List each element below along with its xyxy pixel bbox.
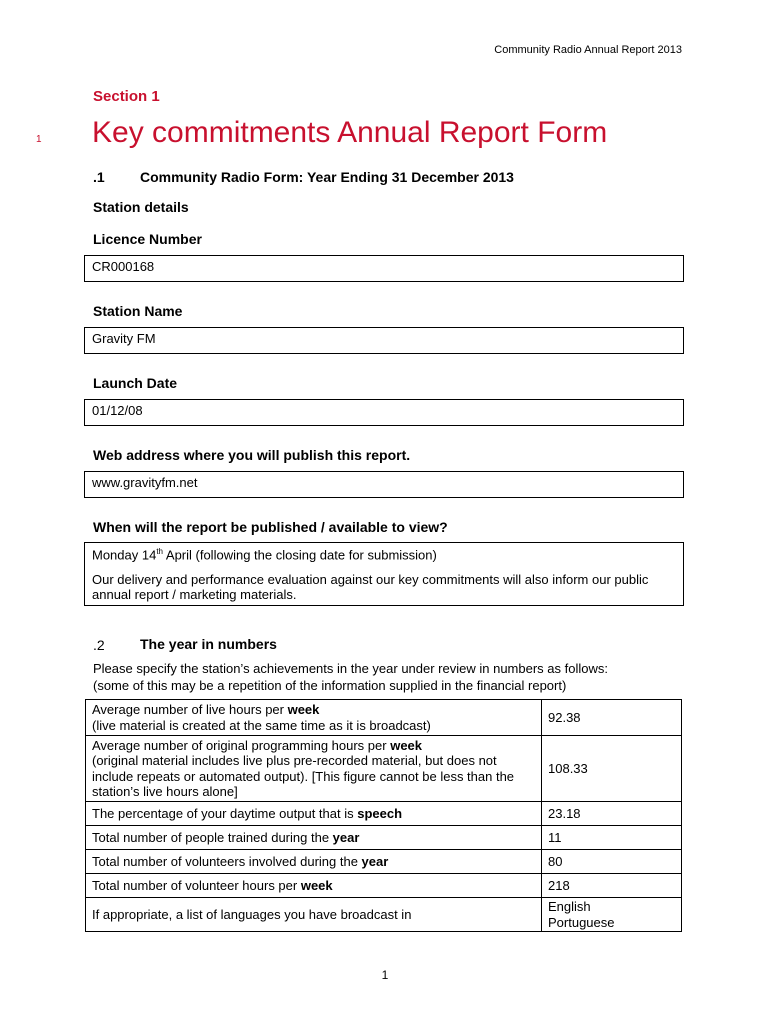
subsection-2-number: .2 — [93, 637, 105, 653]
row-description: Total number of volunteers involved during the year — [86, 850, 542, 874]
station-name-label: Station Name — [93, 303, 183, 319]
year-in-numbers-table — [85, 699, 682, 932]
table-row — [86, 802, 682, 826]
subsection-number: .1 — [93, 169, 105, 185]
publish-date-label: When will the report be published / available to view? — [93, 519, 448, 535]
licence-number-label: Licence Number — [93, 231, 202, 247]
numbers-intro-line-2: (some of this may be a repetition of the information supplied in the financial report) — [93, 678, 567, 693]
running-header: Community Radio Annual Report 2013 — [494, 44, 682, 56]
launch-date-label: Launch Date — [93, 375, 178, 391]
table-row — [86, 874, 682, 898]
row-description: Total number of people trained during the year — [86, 826, 542, 850]
row-description: If appropriate, a list of languages you have broadcast in — [86, 898, 542, 932]
station-name-field[interactable]: Gravity FM — [84, 327, 684, 354]
publish-line-1: Monday 14th April (following the closing date for submission) — [92, 547, 437, 563]
row-value[interactable]: 108.33 — [542, 736, 682, 802]
table-row — [86, 898, 682, 932]
row-description: Average number of original programming hours per week (original material includes live plus pre-recorded material, but does not include repeats or automated output). [This figure cannot be less than the station’s live hours alone] — [86, 736, 542, 802]
numbers-intro — [93, 660, 693, 694]
row-description: The percentage of your daytime output that is speech — [86, 802, 542, 826]
table-row — [86, 700, 682, 736]
table-row — [86, 736, 682, 802]
page-title: Key commitments Annual Report Form — [92, 116, 608, 149]
table-row — [86, 850, 682, 874]
licence-number-field[interactable]: CR000168 — [84, 255, 684, 282]
table-row — [86, 826, 682, 850]
row-value[interactable]: 218 — [542, 874, 682, 898]
launch-date-field[interactable]: 01/12/08 — [84, 399, 684, 426]
subsection-title: Community Radio Form: Year Ending 31 December 2013 — [140, 169, 514, 185]
row-description: Average number of live hours per week (live material is created at the same time as it is broadcast) — [86, 700, 542, 736]
page-number: 1 — [381, 968, 389, 982]
row-value[interactable]: English Portuguese — [542, 898, 682, 932]
numbers-intro-line-1: Please specify the station’s achievements in the year under review in numbers as follows: — [93, 661, 608, 676]
section-label: Section 1 — [93, 88, 160, 105]
row-description: Total number of volunteer hours per week — [86, 874, 542, 898]
row-value[interactable]: 80 — [542, 850, 682, 874]
web-address-label: Web address where you will publish this report. — [93, 447, 411, 463]
row-value[interactable]: 11 — [542, 826, 682, 850]
row-value[interactable]: 92.38 — [542, 700, 682, 736]
row-value[interactable]: 23.18 — [542, 802, 682, 826]
station-details-label: Station details — [93, 199, 189, 215]
heading-number: 1 — [36, 134, 42, 145]
web-address-field[interactable]: www.gravityfm.net — [84, 471, 684, 498]
publish-date-field[interactable] — [84, 542, 684, 606]
publish-line-2: Our delivery and performance evaluation against our key commitments will also inform our public annual report / marketing materials. — [92, 571, 649, 603]
subsection-2-title: The year in numbers — [140, 636, 277, 652]
